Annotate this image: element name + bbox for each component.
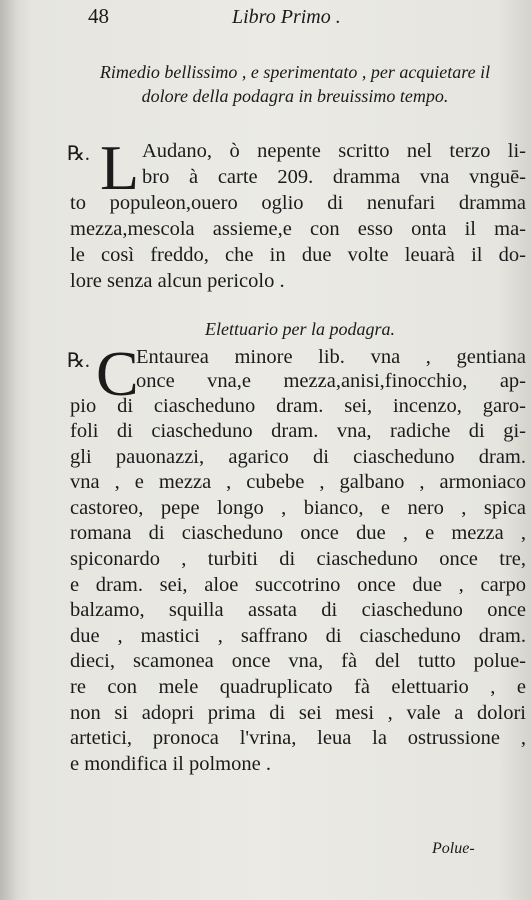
electuary-line-12: due , mastici , saffrano di ciascheduno dram.: [70, 625, 526, 647]
page-number: 48: [88, 4, 109, 28]
remedy-heading: [60, 60, 530, 108]
electuary-line-3: pio di ciascheduno dram. sei, incenzo, garo-: [70, 395, 526, 417]
remedy-line-2: bro à carte 209. dramma vna vnguē-: [142, 166, 526, 188]
remedy-heading-line-2: dolore della podagra in breuissimo tempo.: [141, 86, 449, 106]
electuary-line-10: e dram. sei, aloe succotrino once due , carpo: [70, 574, 526, 596]
electuary-line-14: re con mele quadruplicato fà elettuario , e: [70, 676, 526, 698]
remedy-line-5: le così freddo, che in due volte leuarà il do-: [70, 244, 526, 266]
electuary-line-1: Entaurea minore lib. vna , gentiana: [136, 346, 526, 368]
electuary-heading: Elettuario per la podagra.: [205, 319, 395, 339]
recipe-rx-symbol: ℞.: [67, 143, 90, 165]
remedy-line-6: lore senza alcun pericolo .: [70, 270, 285, 292]
running-title: Libro Primo .: [232, 6, 341, 28]
catchword: Polue-: [432, 840, 475, 857]
electuary-line-15: non si adopri prima di sei mesi , vale a dolori: [70, 702, 526, 724]
page-header: [0, 4, 531, 32]
drop-cap-C: C: [96, 338, 139, 409]
electuary-line-6: vna , e mezza , cubebe , galbano , armoniaco: [70, 471, 526, 493]
remedy-line-4: mezza,mescola assieme,e con esso onta il ma-: [70, 218, 526, 240]
electuary-line-7: castoreo, pepe longo , bianco, e nero , spica: [70, 497, 526, 519]
electuary-line-8: romana di ciascheduno once due , e mezza ,: [70, 522, 526, 544]
drop-cap-L: L: [100, 132, 140, 203]
electuary-line-5: gli pauonazzi, agarico di ciascheduno dram.: [70, 446, 526, 468]
remedy-heading-line-1: Rimedio bellissimo , e sperimentato , per acquietare il: [99, 62, 491, 82]
electuary-line-11: balzamo, squilla assata di ciascheduno once: [70, 599, 526, 621]
electuary-line-4: foli di ciascheduno dram. vna, radiche di gi-: [70, 420, 526, 442]
electuary-line-13: dieci, scamonea once vna, fà del tutto polue-: [70, 650, 526, 672]
electuary-rx-symbol: ℞.: [67, 350, 90, 372]
electuary-line-17: e mondifica il polmone .: [70, 753, 271, 775]
remedy-line-3: to populeon,ouero oglio di nenufari dramma: [70, 192, 526, 214]
electuary-line-9: spiconardo , turbiti di ciascheduno once tre,: [70, 548, 526, 570]
remedy-line-1: Audano, ò nepente scritto nel terzo li-: [142, 140, 526, 162]
electuary-line-2: once vna,e mezza,anisi,finocchio, ap-: [136, 370, 526, 392]
electuary-line-16: artetici, pronoca l'vrina, leua la ostrussione ,: [70, 727, 526, 749]
page-edge-shadow: [0, 0, 18, 900]
